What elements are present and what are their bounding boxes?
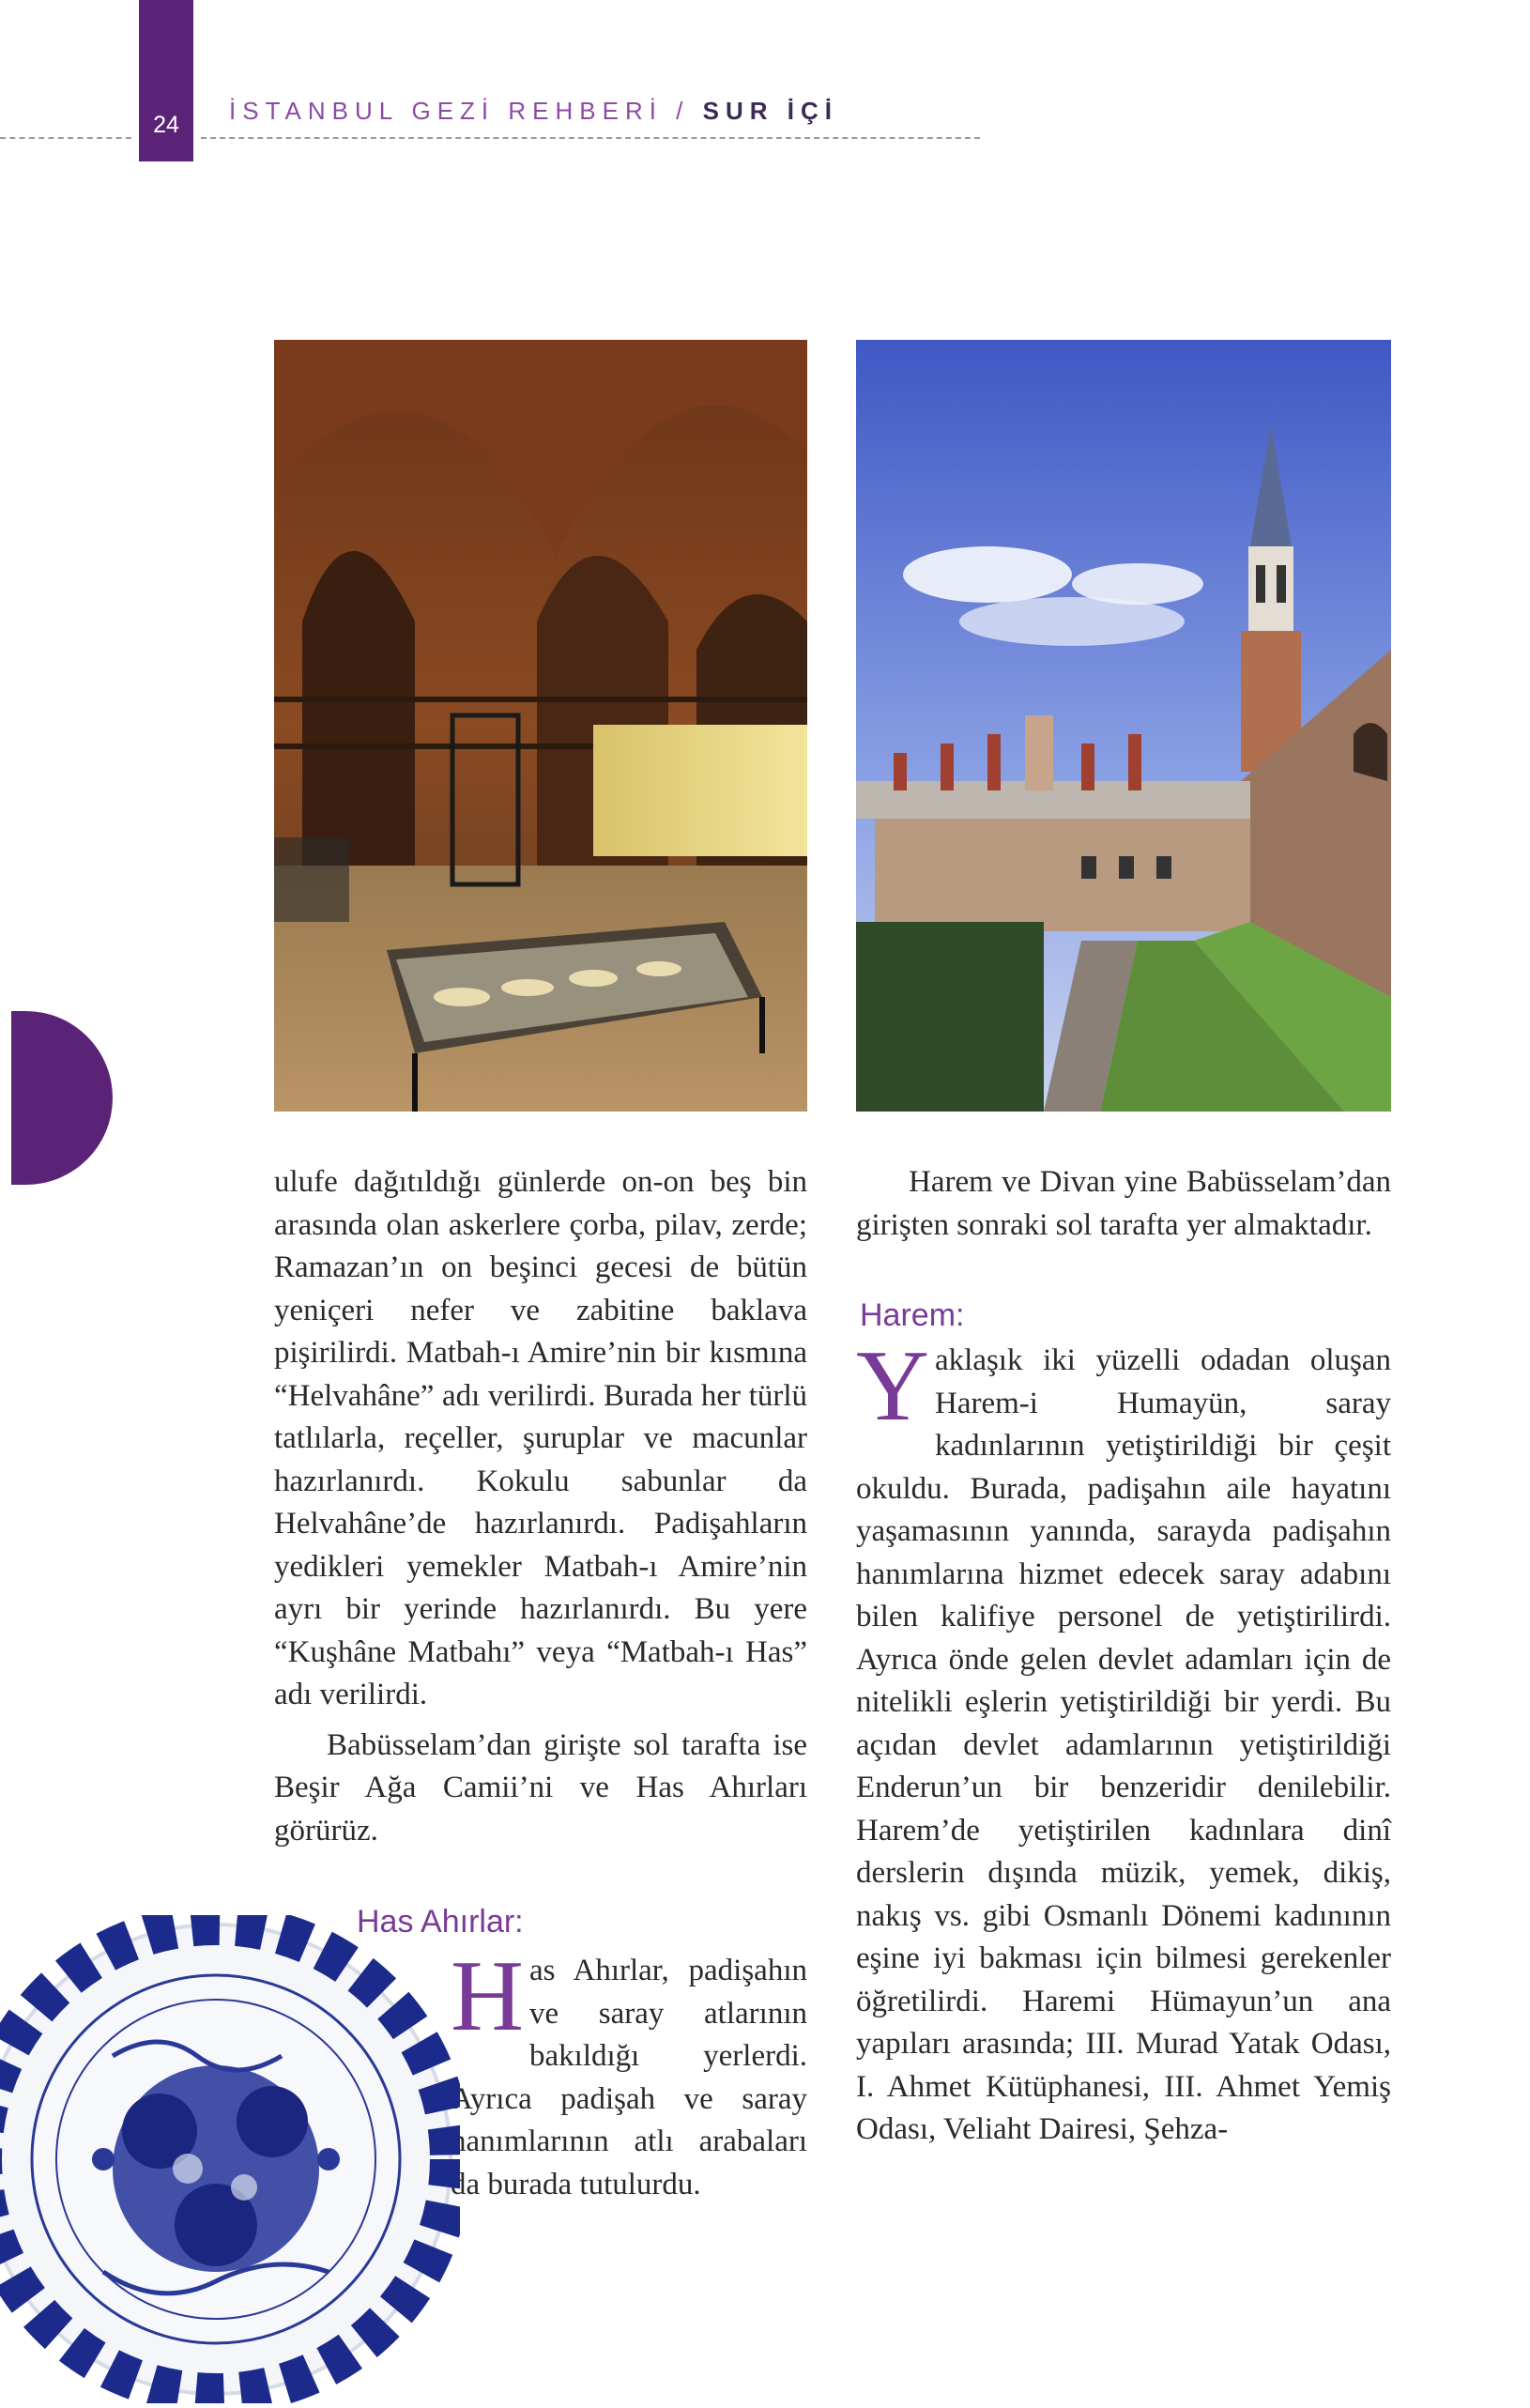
blue-white-plate-photo (0, 1915, 460, 2403)
left-column (274, 1161, 807, 1852)
harem-paragraph: aklaşık iki yüzelli odadan oluşan Harem-i Humayün, saray kadınlarının yetiştirildiği bir çeşit okuldu. Burada, padişahın aile hayatını yaşamasının yanında, sarayda padişahın hanımlarına hizmet edecek saray adabını bilen kalifiye personel de yetiştirilirdi. Ayrıca önde gelen devlet adamları için de nitelikli eşlerin yetiştirildiği bir yerdi. Bu açıdan devlet adamlarının yetiştirildiği Enderun’un bir benzeridir denilebilir. Harem’de yetiştirilen kadınlara dinî derslerin dışında müzik, yemek, dikiş, nakış vs. gibi Osmanlı Dönemi kadınının eşine iyi bakması için bilmesi gerekenler öğretilirdi. Haremi Hümayun’un ana yapıları arasında; III. Murad Yatak Odası, I. Ahmet Kütüphanesi, III. Ahmet Yemiş Odası, Veliaht Dairesi, Şehza- (856, 1343, 1391, 2146)
side-tab-marker (11, 1011, 113, 1185)
harem-text (856, 1330, 1391, 2152)
dropcap-h: H (451, 1940, 524, 2052)
right-paragraph-1: Harem ve Divan yine Babüsselam’dan girişten sonraki sol tarafta yer almaktadır. (856, 1165, 1391, 1242)
header-rule-right (201, 137, 980, 139)
harem-tower-photo (856, 340, 1391, 1112)
guide-title: İSTANBUL GEZİ REHBERİ / (229, 97, 690, 125)
dropcap-y: Y (856, 1330, 929, 1442)
header-rule-left (0, 137, 131, 139)
kitchen-museum-photo (274, 340, 807, 1112)
harem-subhead: Harem: (860, 1297, 965, 1333)
right-column (856, 1161, 1391, 1247)
left-paragraph-2: Babüsselam’dan girişte sol tarafta ise Beşir Ağa Camii’ni ve Has Ahırları görürüz. (274, 1727, 807, 1848)
left-paragraph-1: ulufe dağıtıldığı günlerde on-on beş bin arasında olan askerlere çorba, pilav, zerde; Ramazan’ın on beşinci gecesi de bütün yeniçeri nefer ve zabitine baklava pişirilirdi. Matbah-ı Amire’nin bir kısmına “Helvahâne” adı verilirdi. Burada her türlü tatlılarla, reçeller, şuruplar ve macunlar hazırlanırdı. Kokulu sabunlar da Helvahâne’de hazırlanırdı. Padişahların yedikleri yemekler Matbah-ı Amire’nin ayrı bir yerinde hazırlanırdı. Bu yere “Kuşhâne Matbahı” veya “Matbah-ı Has” adı verilirdi. (274, 1165, 807, 1711)
has-ahirlar-subhead: Has Ahırlar: (357, 1904, 524, 1940)
running-head (229, 97, 838, 126)
page-number-tab (139, 0, 193, 161)
section-title: SUR İÇİ (702, 97, 838, 125)
page-number: 24 (153, 112, 179, 138)
has-ahirlar-paragraph: as Ahırlar, padişahın ve saray atlarının bakıldığı yerlerdi. Ayrıca padişah ve saray hanımlarının atlı arabaları da burada tutulurdu. (451, 1954, 807, 2201)
has-ahirlar-text (451, 1940, 807, 2206)
